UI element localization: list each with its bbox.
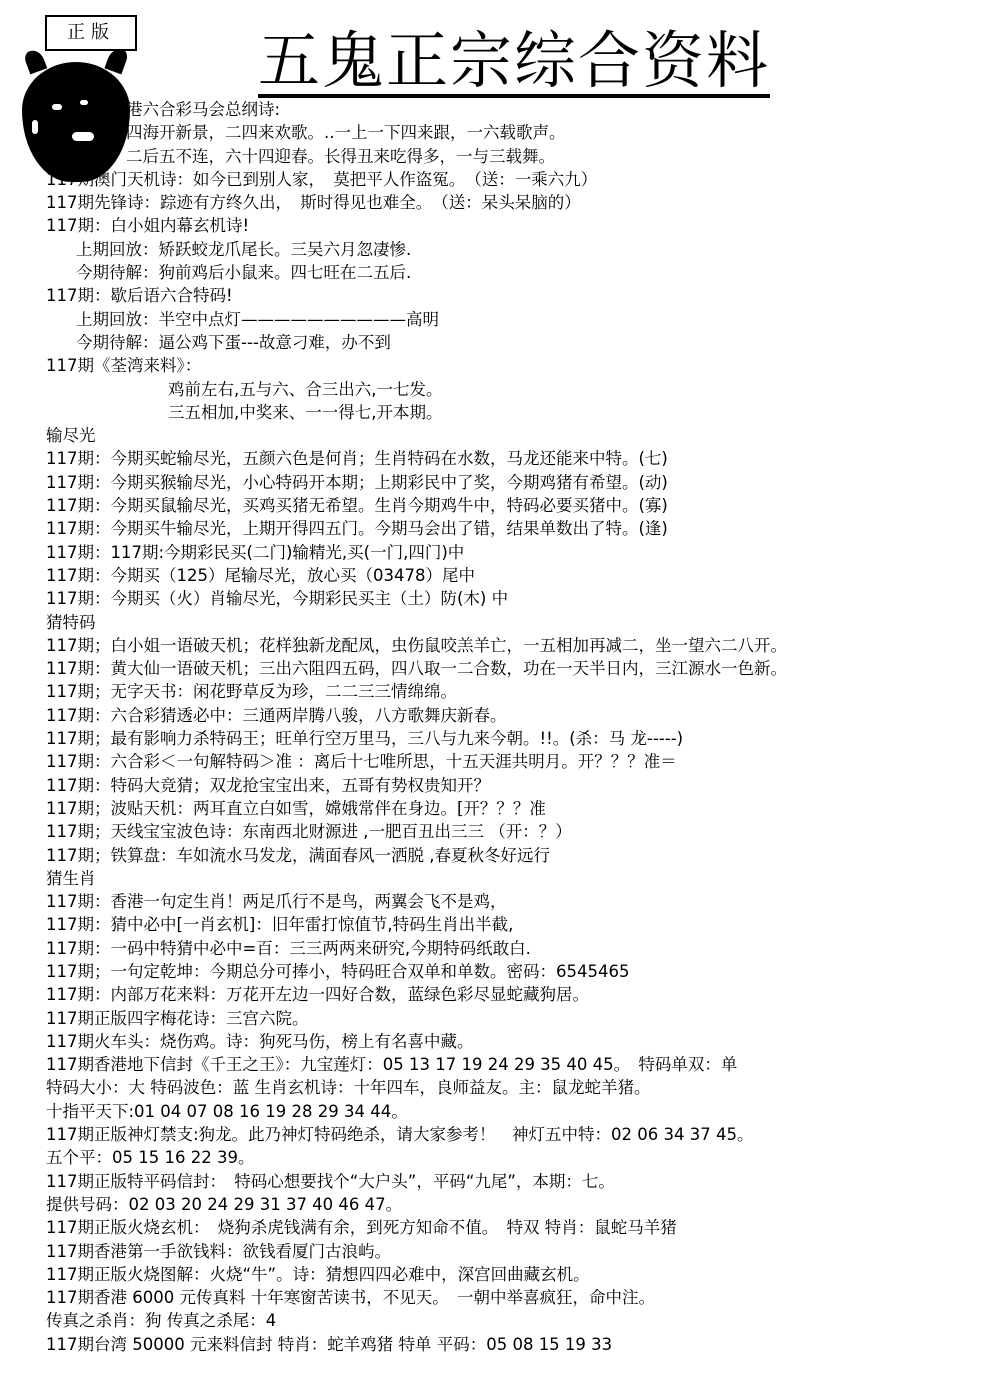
text-line: 117期；天线宝宝波色诗：东南西北财源进 ,一肥百丑出三三 （开：？）	[46, 822, 572, 842]
text-line: 117期；无字天书：闲花野草反为珍，二二三三情绵绵。	[46, 682, 457, 702]
text-line: 今期待解：逼公鸡下蛋---故意刁难，办不到	[76, 332, 391, 352]
text-line: 117期；铁算盘：车如流水马发龙，满面春风一洒脱 ,春夏秋冬好远行	[46, 845, 550, 865]
text-line: 117期：117期:今期彩民买(二门)输精光,买(一门,四门)中	[46, 542, 465, 562]
text-line: 117期：六合彩＜一句解特码＞准 ：离后十七唯所思，十五天涯共明月。开？？？准＝	[46, 752, 677, 772]
text-line: 117期香港 6000 元传真料 十年寒窗苦读书，不见天。 一朝中举喜疯狂，命中注。	[46, 1288, 655, 1308]
text-line: 117期：一码中特猜中必中=百：三三两两来研究,今期特码纸敢白.	[46, 938, 531, 958]
text-line: 117期：今期买牛输尽光，上期开得四五门。今期马会出了错，结果单数出了特。(逢)	[46, 519, 668, 539]
text-line: 上期回放：矫跃蛟龙爪尾长。三吴六月忽凄惨.	[76, 239, 412, 259]
text-line: 117期：黄大仙一语破天机；三出六阻四五码，四八取一二合数，功在一天半日内，三江源水一色新。	[46, 659, 787, 679]
page-title: 五鬼正宗综合资料	[258, 24, 771, 97]
text-line: 117期：今期买鼠输尽光，买鸡买猪无希望。生肖今期鸡牛中，特码必要买猪中。(寡)	[46, 496, 668, 516]
text-line: 117期；最有影响力杀特码王；旺单行空万里马，三八与九来今朝。!!。(杀：马 龙-----)	[46, 729, 684, 749]
text-line: 提供号码：02 03 20 24 29 31 37 40 46 47。	[46, 1194, 403, 1214]
text-line: 输尽光	[46, 426, 96, 446]
text-line: 117期先锋诗：踪迹有方终久出， 斯时得见也难全。 （送：呆头呆脑的）	[46, 193, 581, 213]
text-line: 传真之杀肖：狗 传真之杀尾：4	[46, 1311, 277, 1331]
text-line: 117期：猜中必中[一肖玄机]：旧年雷打惊值节,特码生肖出半截,	[46, 915, 514, 935]
edition-badge: 正版	[45, 15, 137, 51]
text-line: 117期；波贴天机：两耳直立白如雪，嫦娥常伴在身边。[开？？？准	[46, 798, 546, 818]
text-line: 117期香港地下信封《千王之王》：九宝莲灯：05 13 17 19 24 29 35 40 45。 特码单双：单	[46, 1055, 738, 1075]
text-line: 117期正版特平码信封： 特码心想要找个“大户头”，平码“九尾”，本期：七。	[46, 1171, 615, 1191]
text-line: 117期：今期买蛇输尽光，五颜六色是何肖；生肖特码在水数，马龙还能来中特。(七)	[46, 449, 668, 469]
text-line: 117期正版火烧图解：火烧“牛”。诗：猜想四四必难中，深宫回曲藏玄机。	[46, 1264, 590, 1284]
text-line: 117期：内部万花来料：万花开左边一四好合数，蓝绿色彩尽显蛇藏狗居。	[46, 985, 589, 1005]
text-line: 117期火车头：烧伤鸡。诗：狗死马伤，榜上有名喜中藏。	[46, 1031, 474, 1051]
text-line: 特码大小：大 特码波色：蓝 生肖玄机诗：十年四车，良师益友。主：鼠龙蛇羊猪。	[46, 1078, 651, 1098]
text-line: 117期香港第一手欲钱料：欲钱看厦门古浪屿。	[46, 1241, 391, 1261]
text-line: 十指平天下:01 04 07 08 16 19 28 29 34 44。	[46, 1101, 408, 1121]
text-line: 117期；一句定乾坤：今期总分可捧小，特码旺合双单和单数。密码：6545465	[46, 961, 630, 981]
text-line: 117期：香港一句定生肖！两足爪行不是鸟，两翼会飞不是鸡，	[46, 892, 507, 912]
text-line: 117期正版神灯禁支:狗龙。此乃神灯特码绝杀，请大家参考！ 神灯五中特：02 06 34 37 45。	[46, 1125, 754, 1145]
text-line: 117期正版火烧玄机： 烧狗杀虎钱满有余，到死方知命不值。 特双 特肖：鼠蛇马羊猪	[46, 1218, 677, 1238]
text-line: 117期正版四字梅花诗：三宫六院。	[46, 1008, 309, 1028]
text-line: 117期：歇后语六合特码!	[46, 286, 233, 306]
text-line: 117期：今期买（火）肖输尽光，今期彩民买主（土）防(木) 中	[46, 589, 509, 609]
document-body	[46, 98, 991, 1356]
text-line: 四海开新景，二四来欢歌。..一上一下四来跟，一六载歌声。	[126, 123, 566, 143]
text-line: 117期：今期买（125）尾输尽光，放心买（03478）尾中	[46, 565, 475, 585]
text-line: 上期回放：半空中点灯——————————高明	[76, 309, 439, 329]
text-line: 117期：特码大竞猜；双龙抢宝宝出来，五哥有势权贵知开？	[46, 775, 490, 795]
text-line: 117期：白小姐内幕玄机诗!	[46, 216, 250, 236]
text-line: 鸡前左右,五与六、合三出六,一七发。	[168, 379, 443, 399]
text-line: 今期待解：狗前鸡后小鼠来。四七旺在二五后.	[76, 263, 412, 283]
text-line: 港六合彩马会总纲诗:	[126, 100, 281, 119]
text-line: 猜生肖	[46, 868, 96, 888]
text-line: 117期澳门天机诗：如今已到别人家， 莫把平人作盗冤。 （送：一乘六九）	[46, 169, 598, 189]
text-line: 五个平：05 15 16 22 39。	[46, 1148, 255, 1168]
text-line: 117期台湾 50000 元来料信封 特肖：蛇羊鸡猪 特单 平码：05 08 15 19 33	[46, 1334, 613, 1354]
text-line: 二后五不连，六十四迎春。长得丑来吃得多，一与三载舞。	[126, 146, 555, 166]
text-line: 117期《荃湾来料》：	[46, 356, 202, 376]
text-line: 117期：六合彩猜透必中：三通两岸腾八骏，八方歌舞庆新春。	[46, 705, 507, 725]
text-line: 117期；白小姐一语破天机；花样独新龙配凤，虫伤鼠咬羔羊亡，一五相加再减二，坐一望六二八开。	[46, 635, 787, 655]
text-line: 猜特码	[46, 612, 96, 632]
text-line: 三五相加,中奖来、一一得七,开本期。	[168, 402, 443, 422]
text-line: 117期：今期买猴输尽光，小心特码开本期；上期彩民中了奖，今期鸡猪有希望。(动)	[46, 472, 668, 492]
